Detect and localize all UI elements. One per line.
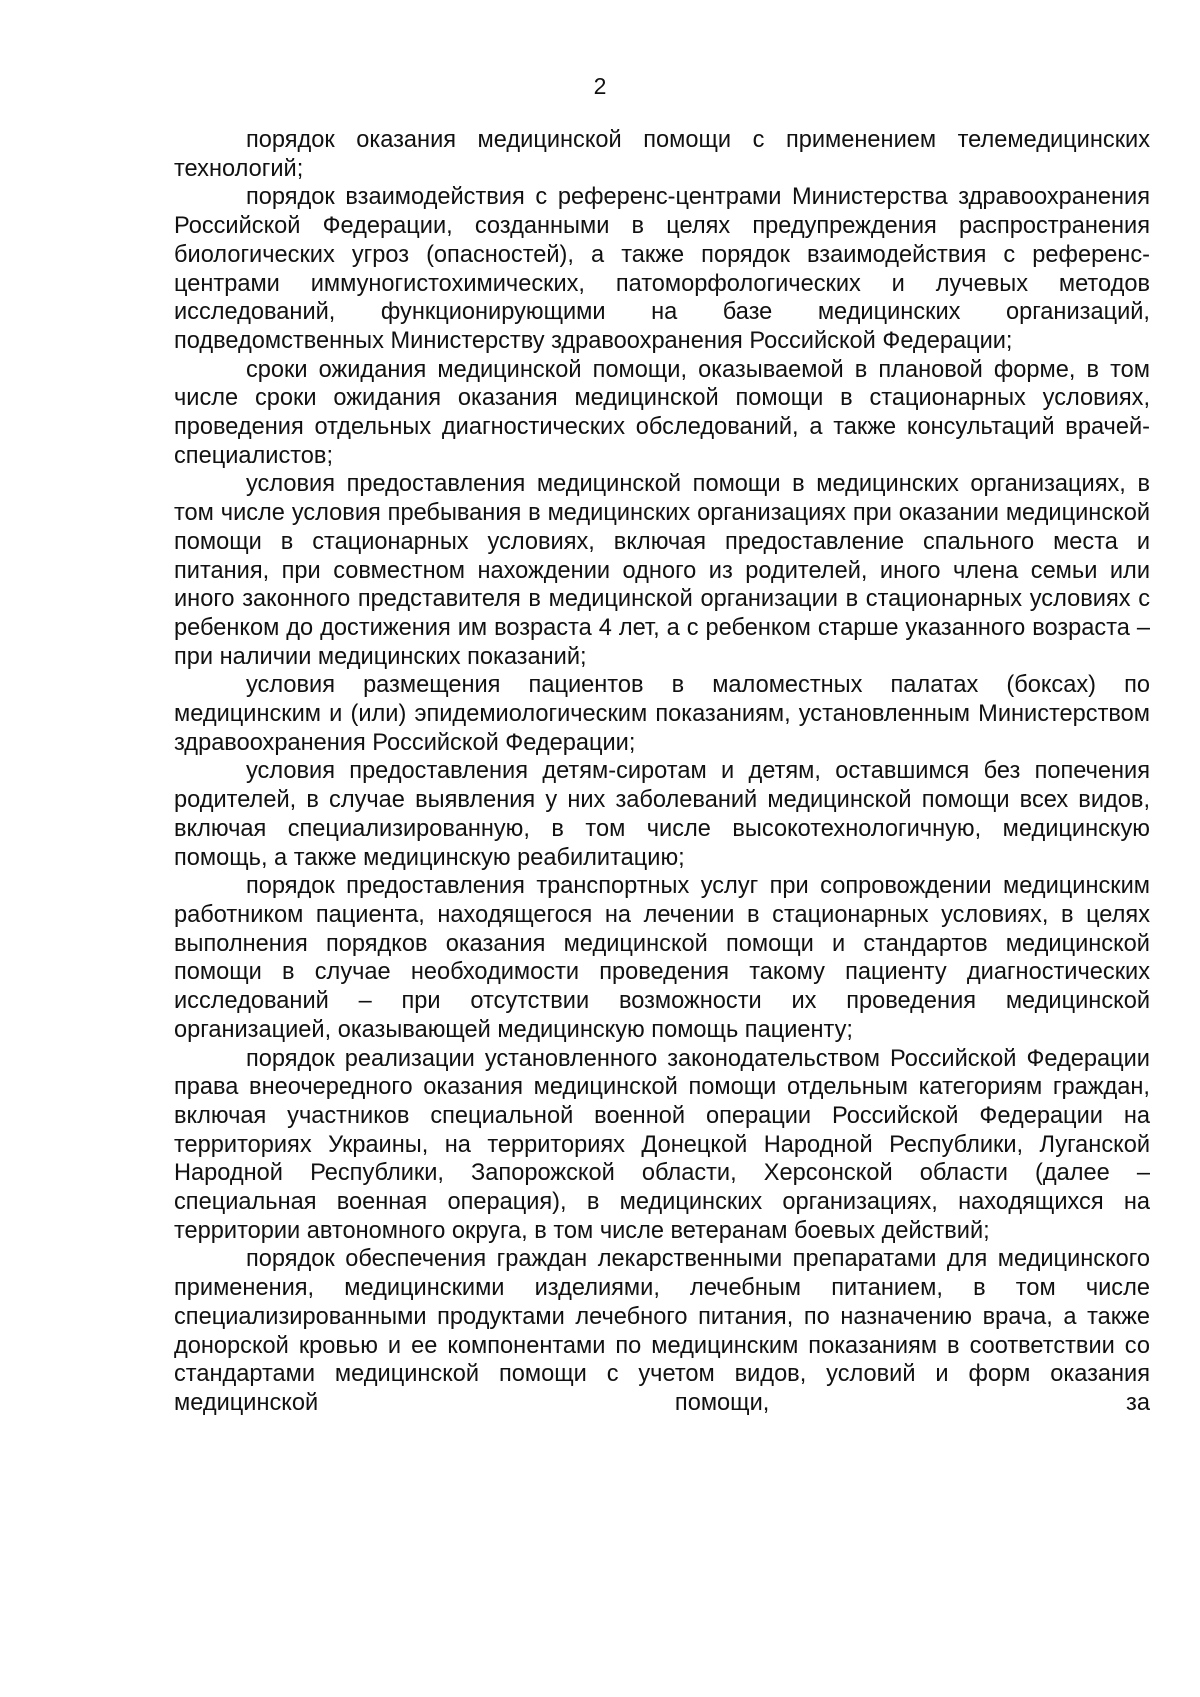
paragraph-medication-provision: порядок обеспечения граждан лекарственными препаратами для медицинского применения, медицинскими изделиями, лечебным питанием, в том числе специализированными продуктами лечебного питания, по назначению врача, а также донорской кровью и ее компонентами по медицинским показаниям в соответствии со стандартами медицинской помощи с учетом видов, условий и форм оказания медицинской помощи, за: [174, 1246, 1150, 1416]
paragraph-waiting-times: сроки ожидания медицинской помощи, оказываемой в плановой форме, в том числе сроки ожидания оказания медицинской помощи в стационарных условиях, проведения отдельных диагностических обследований, а также консультаций врачей-специалистов;: [174, 356, 1150, 469]
paragraph-transport-services: порядок предоставления транспортных услуг при сопровождении медицинским работником пациента, находящегося на лечении в стационарных условиях, в целях выполнения порядков оказания медицинской помощи и стандартов медицинской помощи в случае необходимости проведения такому пациенту диагностических исследований – при отсутствии возможности их проведения медицинской организацией, оказывающей медицинскую помощь пациенту;: [174, 873, 1150, 1043]
paragraph-telemedicine: порядок оказания медицинской помощи с применением телемедицинских технологий;: [174, 127, 1150, 182]
paragraph-orphans-care: условия предоставления детям-сиротам и детям, оставшимся без попечения родителей, в случае выявления у них заболеваний медицинской помощи всех видов, включая специализированную, в том числе высокотехнологичную, медицинскую помощь, а также медицинскую реабилитацию;: [174, 758, 1150, 871]
paragraph-care-conditions: условия предоставления медицинской помощи в медицинских организациях, в том числе условия пребывания в медицинских организациях при оказании медицинской помощи в стационарных условиях, включая предоставление спального места и питания, при совместном нахождении одного из родителей, иного члена семьи или иного законного представителя в медицинской организации в стационарных условиях с ребенком до достижения им возраста 4 лет, а с ребенком старше указанного возраста – при наличии медицинских показаний;: [174, 471, 1150, 670]
paragraph-priority-care: порядок реализации установленного законодательством Российской Федерации права внеочередного оказания медицинской помощи отдельным категориям граждан, включая участников специальной военной операции Российской Федерации на территориях Украины, на территориях Донецкой Народной Республики, Луганской Народной Республики, Запорожской области, Херсонской области (далее – специальная военная операция), в медицинских организациях, находящихся на территории автономного округа, в том числе ветеранам боевых действий;: [174, 1045, 1150, 1244]
document-body: [174, 126, 1150, 1418]
paragraph-small-wards: условия размещения пациентов в маломестных палатах (боксах) по медицинским и (или) эпидемиологическим показаниям, установленным Министерством здравоохранения Российской Федерации;: [174, 672, 1150, 756]
paragraph-reference-centers: порядок взаимодействия с референс-центрами Министерства здравоохранения Российской Федерации, созданными в целях предупреждения распространения биологических угроз (опасностей), а также порядок взаимодействия с референс-центрами иммуногистохимических, патоморфологических и лучевых методов исследований, функционирующими на базе медицинских организаций, подведомственных Министерству здравоохранения Российской Федерации;: [174, 184, 1150, 354]
page-number: 2: [593, 73, 607, 99]
